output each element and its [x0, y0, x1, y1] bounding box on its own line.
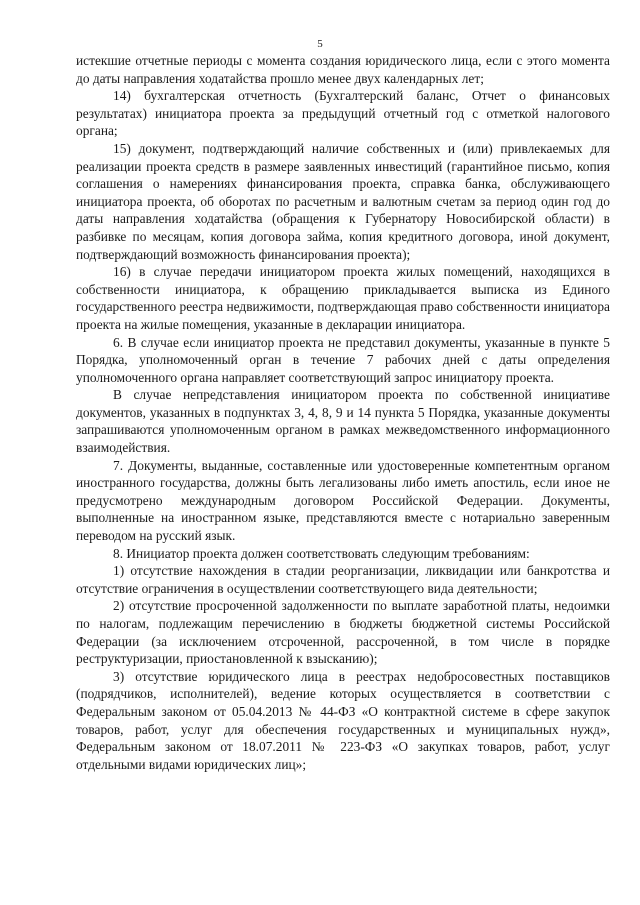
paragraph-item-14: 14) бухгалтерская отчетность (Бухгалтерский баланс, Отчет о финансовых результатах) инициатора проекта за предыдущий отчетный год с отметкой налогового органа; — [76, 88, 610, 139]
page-number: 5 — [317, 38, 323, 50]
paragraph-item-15: 15) документ, подтверждающий наличие собственных и (или) привлекаемых для реализации проекта средств в размере заявленных инвестиций (гарантийное письмо, копия соглашения о намерениях финансирования проекта, справка банка, обслуживающего инициатора проекта, об оборотах по расчетным и валютным счетам за период один год до даты направления ходатайства (обращения к Губернатору Новосибирской области) в разбивке по месяцам, копия договора займа, копия кредитного договора, иной документ, подтверждающий возможность финансирования проекта); — [76, 140, 610, 262]
paragraph-clause-7: 7. Документы, выданные, составленные или удостоверенные компетентным органом иностранного государства, должны быть легализованы либо иметь апостиль, если иное не предусмотрено международным договором Российской Федерации. Документы, выполненные на иностранном языке, представляются вместе с нотариально заверенным переводом на русский язык. — [76, 457, 610, 544]
paragraph-clause-6: 6. В случае если инициатор проекта не представил документы, указанные в пункте 5 Порядка, уполномоченный орган в течение 7 рабочих дней с даты определения уполномоченного органа направляет соответствующий запрос инициатору проекта. — [76, 334, 610, 385]
paragraph-clause-6-continued: В случае непредставления инициатором проекта по собственной инициативе документов, указанных в подпунктах 3, 4, 8, 9 и 14 пункта 5 Порядка, указанные документы запрашиваются уполномоченным органом в рамках межведомственного информационного взаимодействия. — [76, 387, 610, 456]
paragraph-requirement-1: 1) отсутствие нахождения в стадии реорганизации, ликвидации или банкротства и отсутствие ограничения в осуществлении соответствующего вида деятельности; — [76, 563, 610, 596]
document-body — [76, 52, 610, 773]
paragraph-clause-8: 8. Инициатор проекта должен соответствовать следующим требованиям: — [113, 545, 530, 561]
paragraph-requirement-2: 2) отсутствие просроченной задолженности по выплате заработной платы, недоимки по налогам, подлежащим перечислению в бюджеты бюджетной системы Российской Федерации (за исключением отсроченной, рассроченной, в том числе в порядке реструктуризации, приостановленной к взысканию); — [76, 598, 610, 667]
paragraph-continuation: истекшие отчетные периоды с момента создания юридического лица, если с этого момента до даты направления ходатайства прошло менее двух календарных лет; — [76, 53, 610, 86]
paragraph-requirement-3: 3) отсутствие юридического лица в реестрах недобросовестных поставщиков (подрядчиков, исполнителей), ведение которых осуществляется в соответствии с Федеральным законом от 05.04.2013 № 44-ФЗ «О контрактной системе в сфере закупок товаров, работ, услуг для обеспечения государственных и муниципальных нужд», Федеральным законом от 18.07.2011 № 223-ФЗ «О закупках товаров, работ, услуг отдельными видами юридических лиц»; — [76, 668, 610, 772]
paragraph-item-16: 16) в случае передачи инициатором проекта жилых помещений, находящихся в собственности инициатора, к обращению прикладывается выписка из Единого государственного реестра недвижимости, подтверждающая право собственности инициатора проекта на жилые помещения, указанные в декларации инициатора. — [76, 264, 610, 332]
